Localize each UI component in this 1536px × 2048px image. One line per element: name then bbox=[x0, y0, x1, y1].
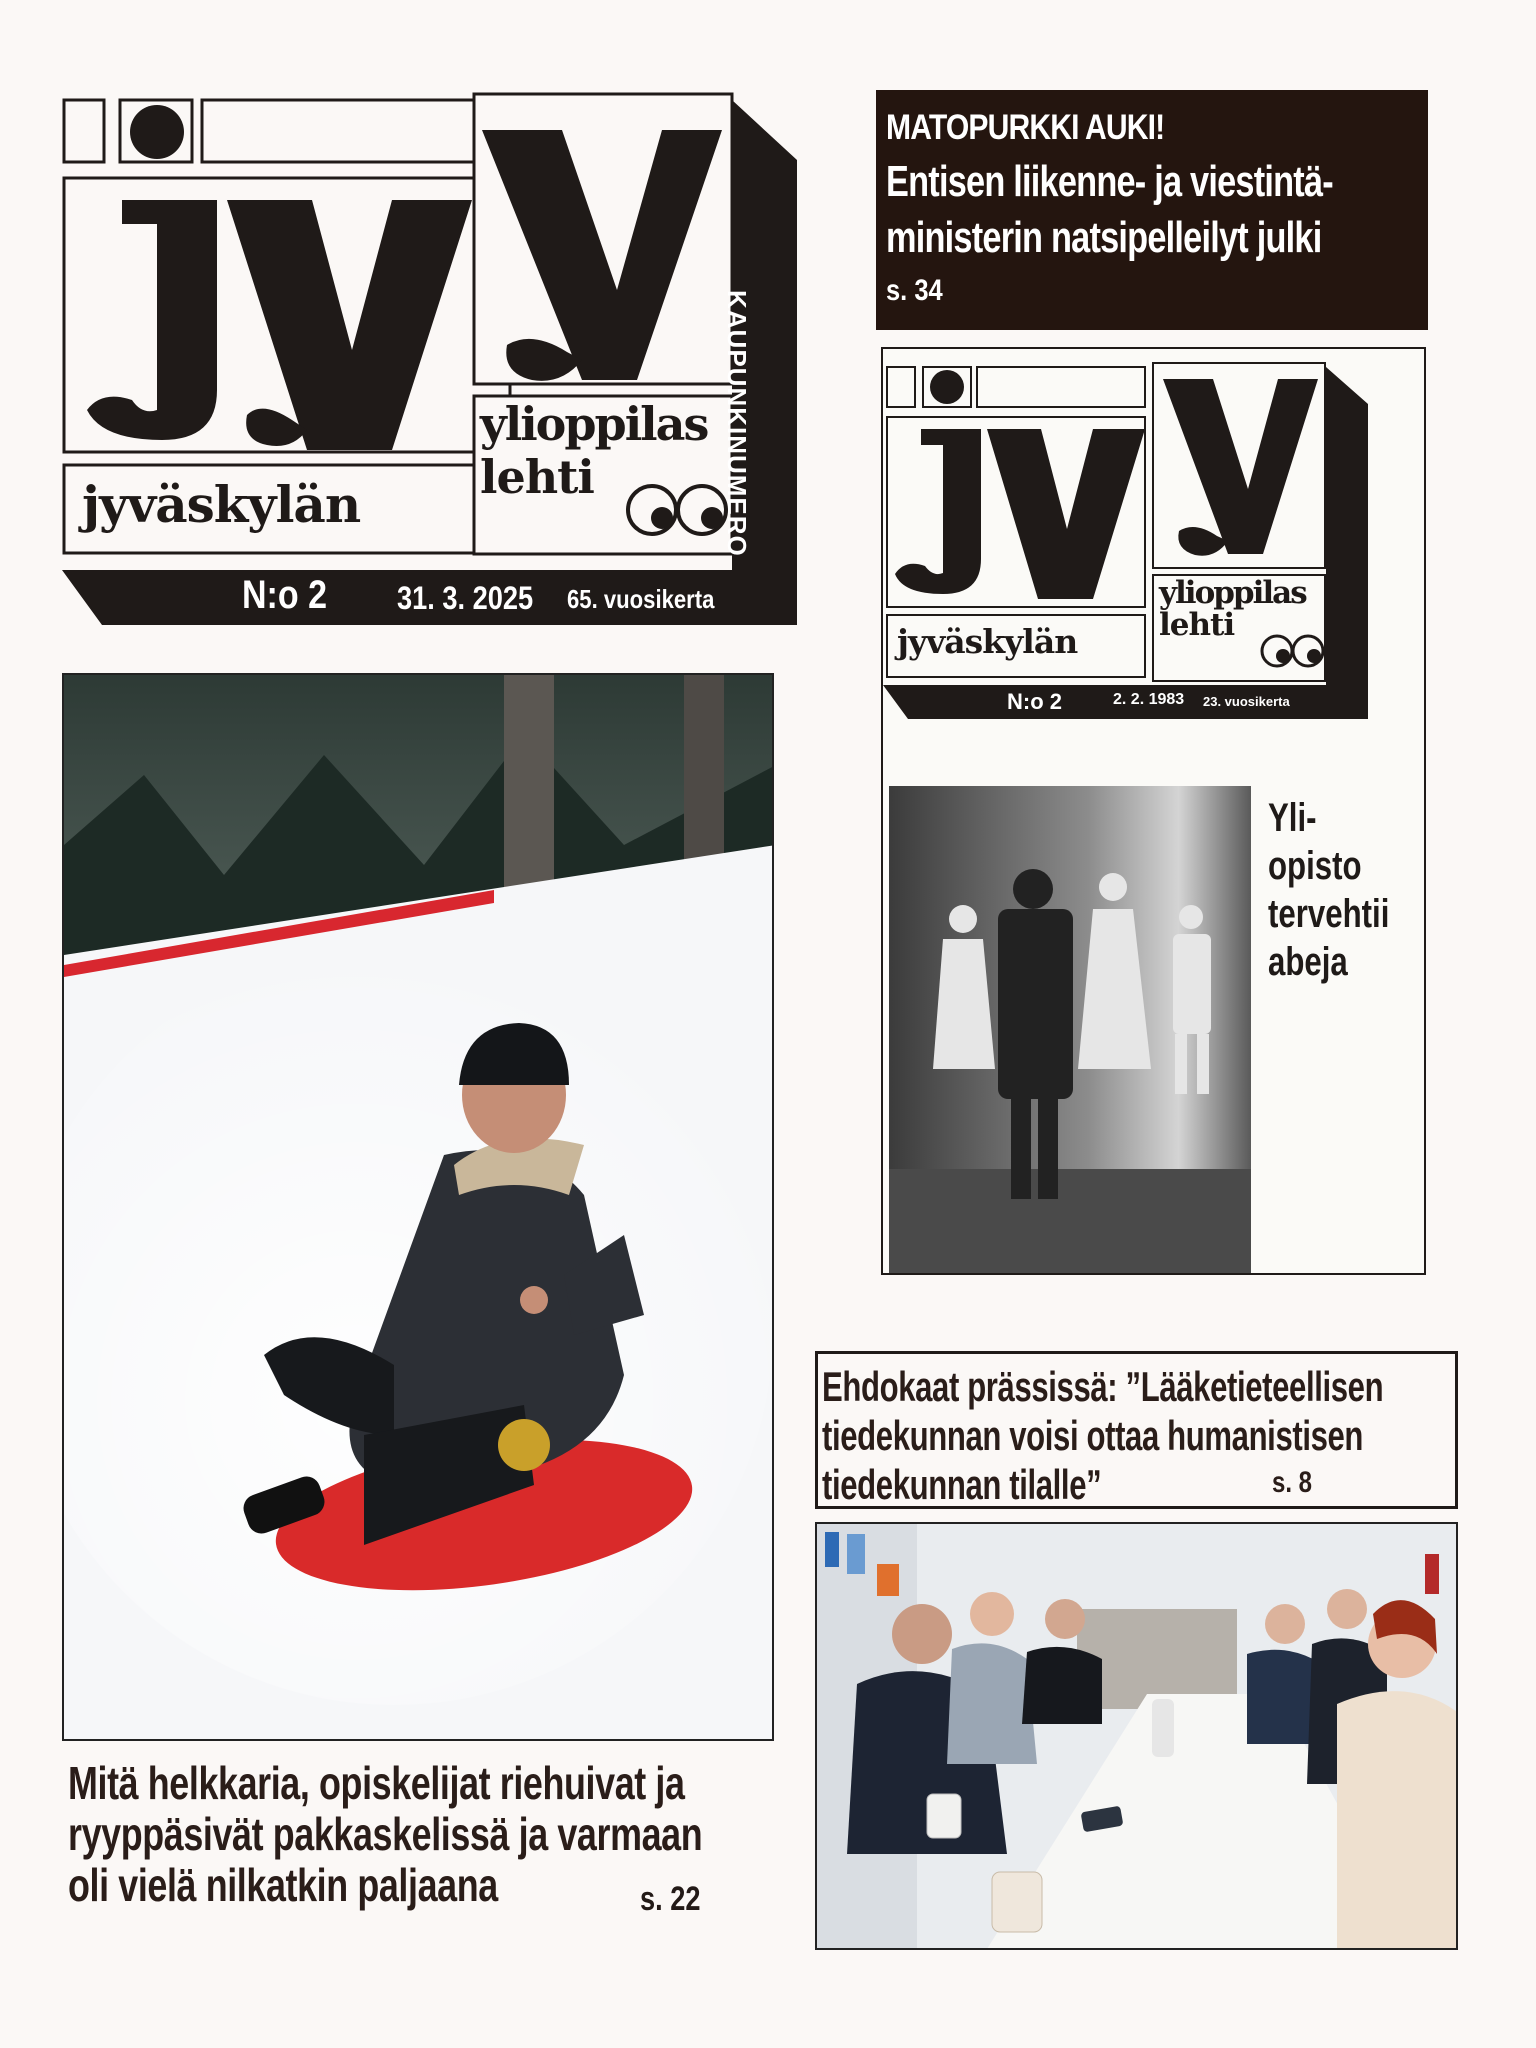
sled-story-line: Mitä helkkaria, opiskelijat riehuivat ja bbox=[68, 1757, 685, 1809]
candidates-story-line: Ehdokaat prässissä: ”Lääketieteellisen bbox=[822, 1363, 1384, 1410]
old-subtitle-line2: lehti bbox=[1159, 607, 1235, 643]
old-headline-line: abeja bbox=[1268, 940, 1348, 984]
sled-story-headline[interactable] bbox=[68, 1758, 702, 1911]
paper-name: jyväskylän bbox=[82, 475, 361, 534]
old-subtitle-line1: ylioppilas bbox=[1159, 575, 1306, 611]
sled-story-page: s. 22 bbox=[640, 1880, 701, 1918]
candidates-story-box[interactable] bbox=[815, 1351, 1458, 1509]
sledding-image bbox=[64, 675, 774, 1741]
top-story-kicker: MATOPURKKI AUKI! bbox=[886, 108, 1165, 147]
old-paper-name: jyväskylän bbox=[897, 622, 1078, 661]
old-headline-line: opisto bbox=[1268, 844, 1362, 888]
old-headline-line: tervehtii bbox=[1268, 892, 1390, 936]
issue-number: N:o 2 bbox=[242, 573, 327, 617]
old-headline-line: Yli- bbox=[1268, 796, 1317, 840]
old-issue: N:o 2 bbox=[1007, 689, 1062, 714]
sled-story-line: oli vielä nilkatkin paljaana bbox=[68, 1859, 498, 1911]
sled-story-line: ryyppäsivät pakkaskelissä ja varmaan bbox=[68, 1808, 703, 1860]
edition-label: KAUPUNKINUMERO bbox=[722, 290, 752, 557]
old-headline bbox=[1268, 794, 1389, 986]
top-story-box[interactable] bbox=[876, 90, 1428, 330]
dot-icon bbox=[130, 105, 184, 159]
volume: 65. vuosikerta bbox=[567, 584, 715, 614]
meeting-image bbox=[817, 1524, 1458, 1950]
issue-date: 31. 3. 2025 bbox=[397, 580, 534, 616]
subtitle-line1: ylioppilas bbox=[480, 397, 708, 451]
old-volume: 23. vuosikerta bbox=[1203, 694, 1290, 709]
top-story-page: s. 34 bbox=[886, 274, 943, 307]
old-date: 2. 2. 1983 bbox=[1113, 691, 1185, 708]
masthead-logo bbox=[62, 90, 802, 630]
top-story-line: Entisen liikenne- ja viestintä- bbox=[886, 157, 1333, 206]
sledding-photo[interactable] bbox=[62, 673, 774, 1741]
candidates-story-page: s. 8 bbox=[1272, 1466, 1313, 1499]
meeting-photo[interactable] bbox=[815, 1522, 1458, 1950]
old-cover-1983[interactable] bbox=[881, 347, 1426, 1275]
subtitle-line2: lehti bbox=[480, 450, 594, 504]
top-story-line: ministerin natsipelleilyt julki bbox=[886, 213, 1322, 262]
candidates-story-line: tiedekunnan voisi ottaa humanistisen bbox=[822, 1412, 1364, 1459]
masthead-frame bbox=[62, 90, 802, 630]
candidates-story-line: tiedekunnan tilalle” bbox=[822, 1461, 1102, 1508]
